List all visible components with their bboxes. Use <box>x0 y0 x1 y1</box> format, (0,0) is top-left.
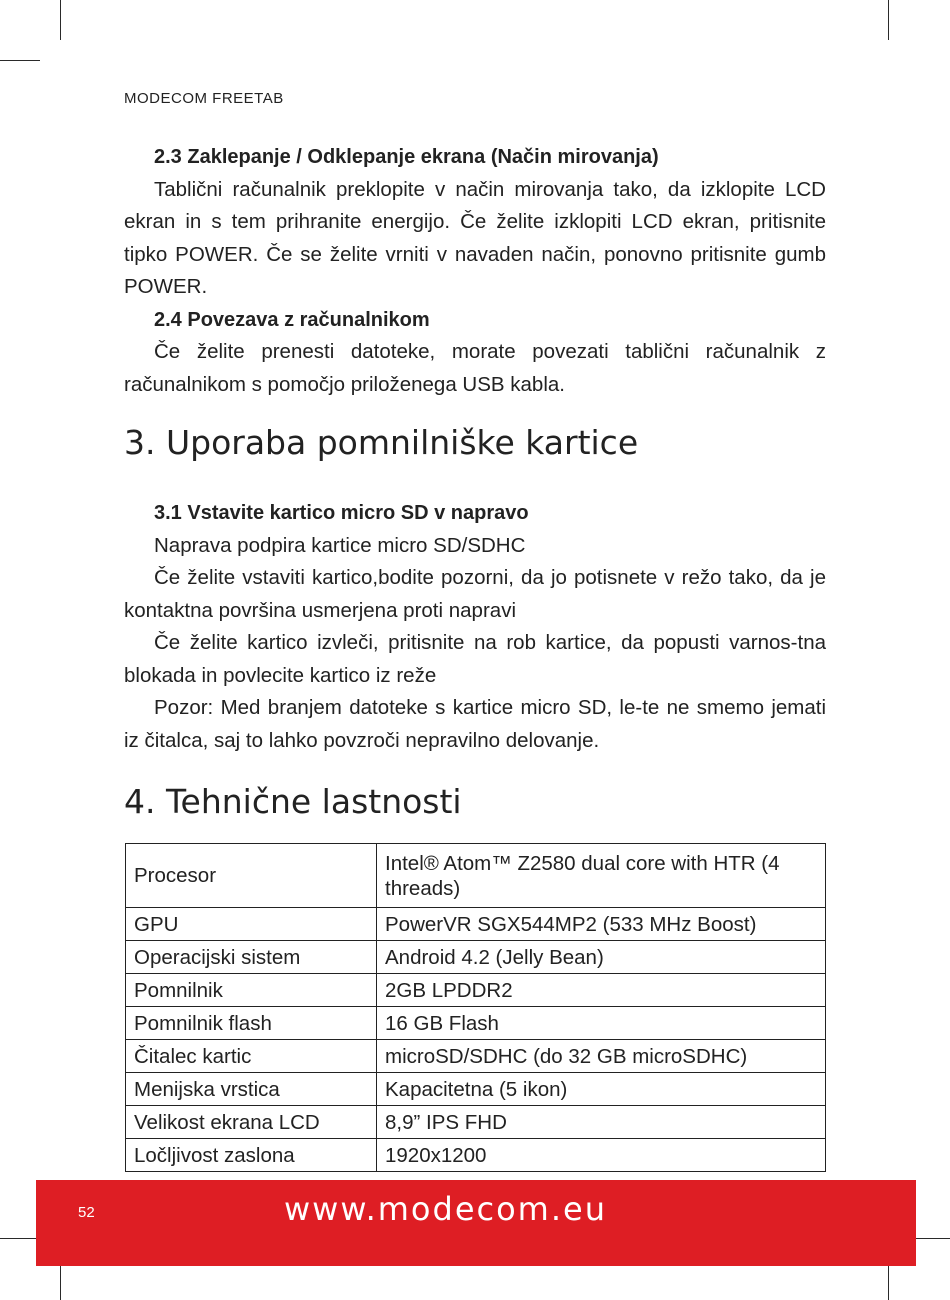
footer-bar <box>36 1180 916 1266</box>
table-row <box>126 1073 826 1106</box>
crop-mark <box>60 0 61 40</box>
crop-mark <box>0 1238 40 1239</box>
spec-value: 2GB LPDDR2 <box>377 974 826 1007</box>
spec-label: Operacijski sistem <box>126 941 377 974</box>
running-header: MODECOM FREETAB <box>124 90 284 107</box>
table-row <box>126 908 826 941</box>
spec-label: Pomnilnik flash <box>126 1007 377 1040</box>
crop-mark <box>888 0 889 40</box>
crop-mark <box>910 1238 950 1239</box>
spec-label: Ločljivost zaslona <box>126 1139 377 1172</box>
paragraph: Pozor: Med branjem datoteke s kartice micro SD, le-te ne smemo jemati iz čitalca, saj to lahko povzroči nepravilno delovanje. <box>124 696 826 752</box>
page-number: 52 <box>78 1204 95 1221</box>
paragraph: Če želite prenesti datoteke, morate povezati tablični računalnik z računalnikom s pomočjo priloženega USB kabla. <box>124 340 826 396</box>
spec-label: Čitalec kartic <box>126 1040 377 1073</box>
table-row <box>126 1139 826 1172</box>
paragraph: Če želite kartico izvleči, pritisnite na rob kartice, da popusti varnos-tna blokada in povlecite kartico iz reže <box>124 631 826 687</box>
spec-label: GPU <box>126 908 377 941</box>
spec-label: Menijska vrstica <box>126 1073 377 1106</box>
crop-mark <box>0 60 40 61</box>
spec-value: microSD/SDHC (do 32 GB microSDHC) <box>377 1040 826 1073</box>
section-heading: 2.3 Zaklepanje / Odklepanje ekrana (Način mirovanja) <box>154 146 659 168</box>
crop-mark <box>888 1262 889 1300</box>
spec-value: PowerVR SGX544MP2 (533 MHz Boost) <box>377 908 826 941</box>
spec-value: 16 GB Flash <box>377 1007 826 1040</box>
paragraph: Tablični računalnik preklopite v način mirovanja tako, da izklopite LCD ekran in s tem prihranite energijo. Če želite izklopiti LCD ekran, pritisnite tipko POWER. Če se želite vrniti v navaden način, ponovno pritisnite gumb POWER. <box>124 177 826 298</box>
spec-value: 1920x1200 <box>377 1139 826 1172</box>
section-heading: 2.4 Povezava z računalnikom <box>154 308 430 331</box>
section-heading: 3.1 Vstavite kartico micro SD v napravo <box>154 502 529 524</box>
chapter-title: 4. Tehnične lastnosti <box>124 782 462 821</box>
section-2-3 <box>124 141 826 401</box>
table-row <box>126 1040 826 1073</box>
table-row <box>126 844 826 908</box>
website-url[interactable]: www.modecom.eu <box>284 1190 607 1228</box>
chapter-title: 3. Uporaba pomnilniške kartice <box>124 423 639 462</box>
spec-value: Kapacitetna (5 ikon) <box>377 1073 826 1106</box>
crop-mark <box>60 1262 61 1300</box>
spec-value: Android 4.2 (Jelly Bean) <box>377 941 826 974</box>
table-row <box>126 1007 826 1040</box>
spec-label: Pomnilnik <box>126 974 377 1007</box>
table-row <box>126 974 826 1007</box>
spec-table <box>125 843 826 1172</box>
paragraph: Če želite vstaviti kartico,bodite pozorni, da jo potisnete v režo tako, da je kontaktna površina usmerjena proti napravi <box>124 566 826 622</box>
spec-value: 8,9” IPS FHD <box>377 1106 826 1139</box>
section-3-1 <box>124 497 826 757</box>
table-row <box>126 1106 826 1139</box>
spec-label: Velikost ekrana LCD <box>126 1106 377 1139</box>
spec-label: Procesor <box>126 844 377 908</box>
table-row <box>126 941 826 974</box>
spec-value: Intel® Atom™ Z2580 dual core with HTR (4 threads) <box>377 844 826 908</box>
paragraph: Naprava podpira kartice micro SD/SDHC <box>154 533 526 557</box>
